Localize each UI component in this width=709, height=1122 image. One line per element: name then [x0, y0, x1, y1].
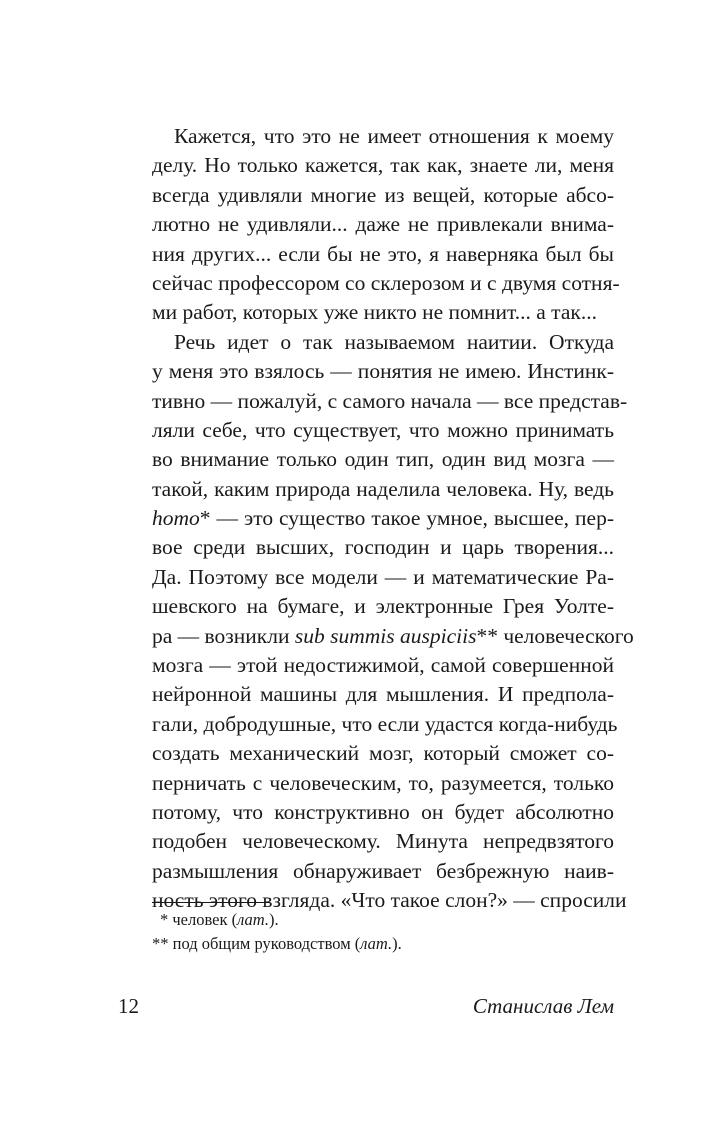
text-run: ния других... если бы не это, я наверняка был бы [152, 241, 614, 266]
text-line [152, 857, 614, 886]
text-run: гали, добродушные, что если удастся когда-нибудь [152, 711, 618, 736]
text-line [152, 445, 614, 474]
text-run: ность этого взгляда. «Что такое слон?» — спросили [152, 888, 627, 913]
text-line [152, 622, 634, 651]
footnote [152, 908, 614, 932]
text-line [152, 328, 614, 357]
text-run: создать механический мозг, который сможет со- [152, 741, 614, 766]
text-run: Кажется, что это не имеет отношения к моему [174, 124, 614, 148]
body-text [152, 122, 634, 916]
text-line [152, 210, 614, 239]
text-line [152, 680, 614, 709]
text-line [152, 416, 614, 445]
text-run: у меня это взялось — понятия не имею. Инстинк- [152, 359, 614, 384]
text-run: ** человеческого [476, 623, 634, 648]
italic-text: лат. [360, 934, 393, 953]
text-line [152, 769, 614, 798]
text-run: нейронной машины для мышления. И предпола- [152, 682, 614, 707]
text-run: сейчас профессором со склерозом и с двумя сотня- [152, 270, 620, 295]
text-run: ми работ, которых уже никто не помнит... а так... [152, 300, 597, 325]
running-header-author: Станислав Лем [472, 994, 614, 1018]
text-run: * человек ( [160, 910, 238, 929]
text-line [152, 475, 614, 504]
text-line [152, 269, 620, 298]
text-line [152, 504, 614, 533]
footnote-divider [152, 902, 270, 903]
text-line [152, 592, 614, 621]
text-run: Да. Поэтому все модели — и математические Ра- [152, 564, 614, 589]
text-line [152, 563, 614, 592]
text-line [152, 710, 618, 739]
text-run: * — это существо такое умное, высшее, пер- [199, 506, 614, 531]
text-run: ляли себе, что существует, что можно принимать [152, 417, 614, 442]
footnotes [152, 908, 614, 956]
text-run: ра — возникли [152, 623, 295, 648]
text-run: такой, каким природа наделила человека. Ну, ведь [152, 476, 614, 501]
text-line [152, 181, 614, 210]
text-run: всегда удивляли многие из вещей, которые абсо- [152, 182, 614, 207]
text-line [152, 122, 614, 151]
text-run: во внимание только один тип, один вид мозга — [152, 447, 614, 472]
text-line [152, 298, 614, 327]
text-run: ). [392, 934, 402, 953]
text-run: шевского на бумаге, и электронные Грея Уолте- [152, 594, 614, 619]
text-run: вое среди высших, господин и царь творения... [152, 535, 614, 560]
text-run: размышления обнаруживает безбрежную наив- [152, 858, 614, 883]
italic-text: sub summis auspiciis [294, 623, 477, 648]
text-line [152, 533, 614, 562]
text-run: делу. Но только кажется, так как, знаете ли, меня [152, 153, 614, 178]
italic-text: homo [152, 506, 200, 531]
text-line [152, 798, 614, 827]
text-run: Речь идет о так называемом наитии. Откуда [174, 329, 614, 354]
text-line [152, 651, 614, 680]
text-run: тивно — пожалуй, с самого начала — все представ- [152, 388, 628, 413]
text-line [152, 739, 614, 768]
page-number: 12 [118, 994, 139, 1018]
footnote [152, 932, 614, 956]
text-run: подобен человеческому. Минута непредвзятого [152, 829, 614, 854]
text-line [152, 151, 614, 180]
text-run: ** под общим руководством ( [152, 934, 361, 953]
text-run: перничать с человеческим, то, разумеется, только [152, 770, 614, 795]
text-line [152, 240, 614, 269]
text-run: потому, что конструктивно он будет абсолютно [152, 799, 614, 824]
text-line [152, 387, 628, 416]
italic-text: лат. [237, 910, 270, 929]
text-run: мозга — этой недостижимой, самой совершенной [152, 653, 614, 678]
text-run: лютно не удивляли... даже не привлекали внима- [152, 212, 614, 237]
text-run: ). [269, 910, 279, 929]
text-line [152, 827, 614, 856]
text-line [152, 357, 614, 386]
